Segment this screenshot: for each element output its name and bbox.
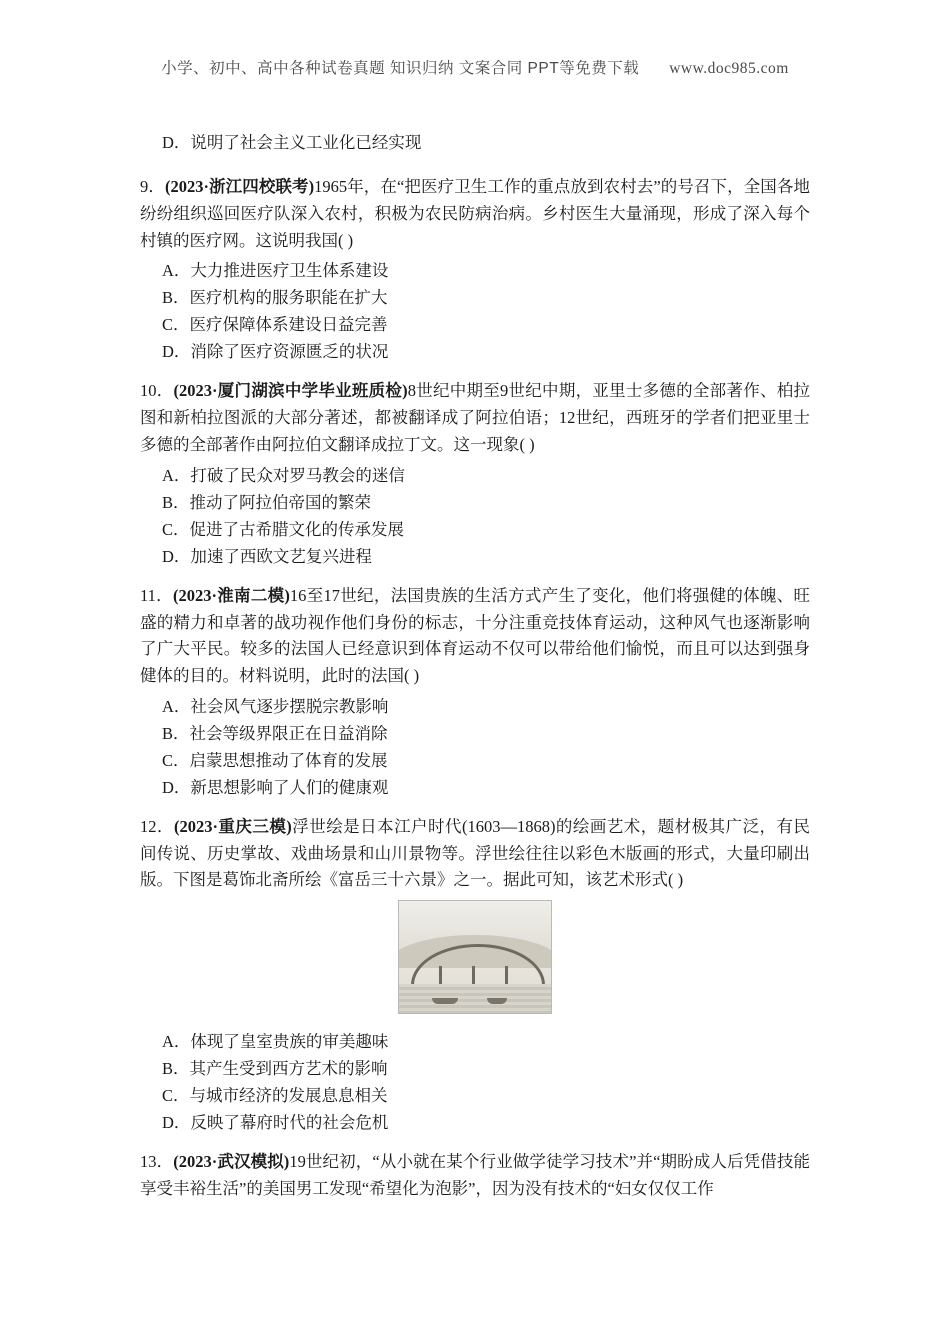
question-10-source: (2023·厦门湖滨中学毕业班质检) [173, 381, 408, 401]
question-12-source: (2023·重庆三模) [173, 817, 292, 836]
question-13-text: 19世纪初，“从小就在某个行业做学徒学习技术”并“期盼成人后凭借技能享受丰裕生活”的美国男工发现“希望化为泡影”，因为没有技术的“妇女仅仅工作 [140, 1152, 810, 1199]
question-12-option-d [140, 1110, 810, 1136]
question-11 [140, 583, 810, 801]
option-label: C． [162, 750, 190, 770]
option-label: B． [162, 288, 190, 308]
question-10-number: 10． [140, 381, 174, 401]
option-text: 体现了皇室贵族的审美趣味 [190, 1032, 389, 1052]
promo-text: 小学、初中、高中各种试卷真题 知识归纳 文案合同 PPT等免费下载 [161, 60, 640, 77]
question-9-option-a [140, 258, 810, 284]
option-text: 与城市经济的发展息息相关 [189, 1086, 388, 1106]
option-text: 推动了阿拉伯帝国的繁荣 [189, 492, 372, 512]
option-text: 社会风气逐步摆脱宗教影响 [190, 696, 389, 716]
option-label: D． [162, 546, 191, 566]
option-text: 打破了民众对罗马教会的迷信 [190, 465, 405, 485]
question-11-stem [140, 583, 810, 690]
question-12-text: 浮世绘是日本江户时代(1603—1868)的绘画艺术，题材极其广泛，有民间传说、历史掌故、戏曲场景和山川景物等。浮世绘往往以彩色木版画的形式，大量印刷出版。下图是葛饰北斋所绘《富岳三十六景》之一。据此可知，该艺术形式( ) [140, 817, 810, 890]
option-label: A． [162, 261, 191, 281]
question-9-option-b [140, 285, 810, 311]
option-label: A． [162, 1032, 191, 1052]
question-9-source: (2023·浙江四校联考) [164, 177, 315, 197]
site-promo-header [140, 56, 810, 78]
question-13 [140, 1149, 810, 1202]
option-label: B． [162, 492, 190, 512]
question-12 [140, 814, 810, 1136]
option-text: 其产生受到西方艺术的影响 [189, 1059, 388, 1079]
ukiyoe-bridge-print [398, 900, 552, 1014]
print-bridge-post [472, 966, 475, 984]
question-13-source: (2023·武汉模拟) [173, 1152, 290, 1172]
question-10-option-b [140, 490, 810, 516]
question-9-text: 1965年，在“把医疗卫生工作的重点放到农村去”的号召下，全国各地纷纷组织巡回医疗队深入农村，积极为农民防病治病。乡村医生大量涌现，形成了深入每个村镇的医疗网。这说明我国( ) [140, 177, 810, 250]
question-12-option-a [140, 1029, 810, 1055]
question-11-option-c [140, 748, 810, 774]
question-10-stem [140, 378, 810, 458]
option-text: 医疗机构的服务职能在扩大 [189, 288, 388, 308]
option-text: 医疗保障体系建设日益完善 [189, 315, 388, 335]
question-11-text: 16至17世纪，法国贵族的生活方式产生了变化，他们将强健的体魄、旺盛的精力和卓著的战功视作他们身份的标志，十分注重竞技体育运动，这种风气也逐渐影响了广大平民。较多的法国人已经意识到体育运动不仅可以带给他们愉悦，而且可以达到强身健体的目的。材料说明，此时的法国( ) [140, 585, 811, 686]
question-10-option-a [140, 463, 810, 489]
question-9-option-c [140, 312, 810, 338]
question-9-option-d [140, 339, 810, 365]
option-text: 反映了幕府时代的社会危机 [190, 1113, 389, 1133]
option-label: A． [162, 465, 191, 485]
orphan-option-d: D．说明了社会主义工业化已经实现 [162, 133, 422, 152]
promo-url: www.doc985.com [669, 60, 789, 77]
question-10 [140, 378, 810, 569]
option-text: 启蒙思想推动了体育的发展 [189, 750, 388, 770]
option-text: 社会等级界限正在日益消除 [189, 723, 388, 743]
question-12-option-c [140, 1083, 810, 1109]
question-10-option-c [140, 517, 810, 543]
question-11-number: 11． [140, 585, 173, 605]
question-12-stem [140, 814, 810, 894]
option-text: 消除了医疗资源匮乏的状况 [190, 342, 389, 362]
question-9-stem [140, 174, 810, 254]
question-9 [140, 174, 810, 365]
option-label: C． [162, 519, 190, 539]
option-text: 新思想影响了人们的健康观 [190, 777, 389, 797]
question-9-number: 9． [140, 177, 165, 197]
question-13-number: 13． [140, 1152, 174, 1172]
question-12-number: 12． [140, 817, 174, 836]
option-label: B． [162, 1059, 190, 1079]
option-label: C． [162, 1086, 190, 1106]
question-10-text: 8世纪中期至9世纪中期，亚里士多德的全部著作、柏拉图和新柏拉图派的大部分著述，都被翻译成了阿拉伯语；12世纪，西班牙的学者们把亚里士多德的全部著作由阿拉伯文翻译成拉丁文。这一现象( ) [140, 381, 811, 454]
option-text: 加速了西欧文艺复兴进程 [190, 546, 372, 566]
question-10-option-d [140, 544, 810, 570]
question-12-option-b [140, 1056, 810, 1082]
print-boat [432, 998, 458, 1004]
question-11-option-d [140, 775, 810, 801]
option-label: D． [162, 777, 191, 797]
print-bridge-post [439, 966, 442, 984]
option-text: 促进了古希腊文化的传承发展 [189, 519, 405, 539]
question-11-option-a [140, 694, 810, 720]
option-label: D． [162, 342, 191, 362]
question-11-source: (2023·淮南二模) [172, 585, 290, 605]
question-11-option-b [140, 721, 810, 747]
print-bridge-post [505, 966, 508, 984]
question-12-figure [140, 900, 810, 1019]
option-label: A． [162, 696, 191, 716]
option-label: C． [162, 315, 190, 335]
option-label: B． [162, 723, 190, 743]
option-label: D． [162, 1113, 191, 1133]
question-13-stem [140, 1149, 810, 1202]
print-water [399, 984, 551, 1013]
option-text: 大力推进医疗卫生体系建设 [190, 261, 389, 281]
